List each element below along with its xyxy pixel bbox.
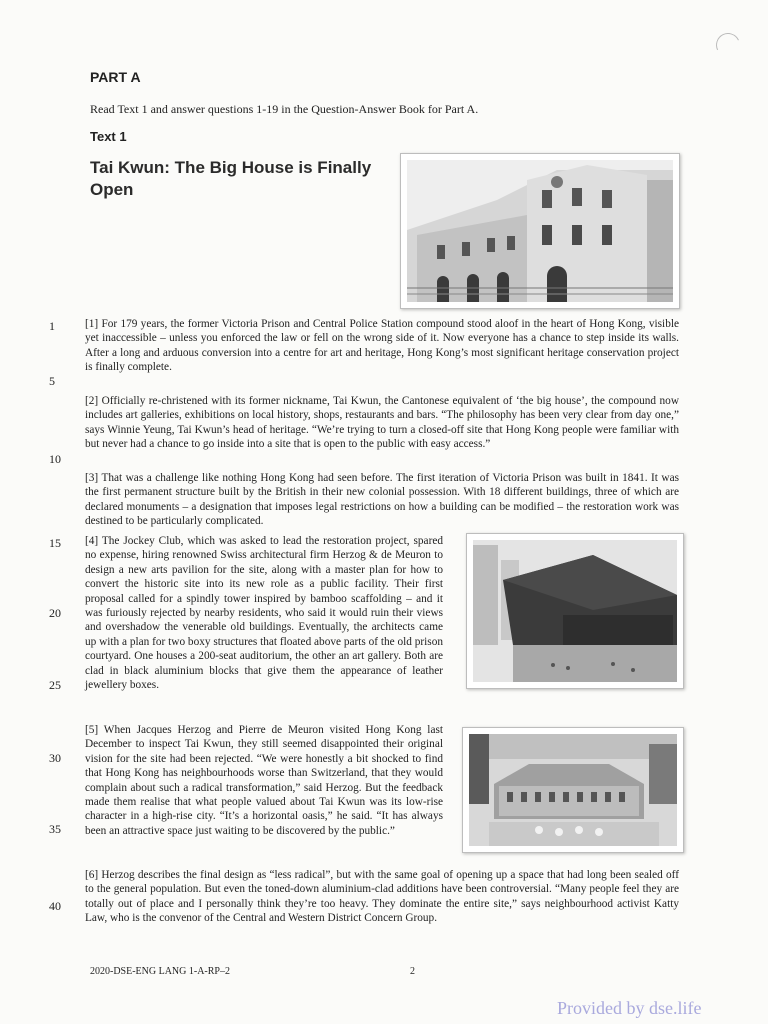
punch-hole-mark <box>713 30 744 61</box>
article-headline: Tai Kwun: The Big House is Finally Open <box>90 158 372 199</box>
instructions: Read Text 1 and answer questions 1-19 in the Question-Answer Book for Part A. <box>90 102 479 116</box>
aerial-compound-image <box>469 734 677 846</box>
page-number: 2 <box>410 966 415 977</box>
line-number: 40 <box>49 899 61 913</box>
paragraph-1: [1] For 179 years, the former Victoria Prison and Central Police Station compound stood aloof in the heart of Hong Kong, visible yet inaccessible – unless you enforced the law or fell on the wrong side of it. Now everyone has a chance to step inside its walls. After a long and arduous conversion into a centre for art and heritage, Hong Kong’s most significant heritage conservation project is finally complete. <box>85 318 679 374</box>
watermark: Provided by dse.life <box>557 998 702 1018</box>
line-number: 10 <box>49 452 61 466</box>
part-title: PART A <box>90 69 141 85</box>
exam-paper-code: 2020-DSE-ENG LANG 1-A-RP–2 <box>90 966 230 977</box>
line-number: 20 <box>49 606 61 620</box>
line-number: 1 <box>49 319 55 333</box>
line-number: 25 <box>49 678 61 692</box>
line-number: 5 <box>49 374 55 388</box>
photo-historic-building <box>400 153 680 309</box>
photo-aerial-compound <box>462 727 684 853</box>
historic-building-image <box>407 160 673 302</box>
paragraph-3: [3] That was a challenge like nothing Hong Kong had seen before. The first iteration of Victoria Prison was built in 1841. It was the first permanent structure built by the British in their new colonial possession. With 18 different buildings, three of which are declared monuments – a designation that imposes legal restrictions on how a building can be modified – the restoration work was destined to be particularly complicated. <box>85 472 679 528</box>
paragraph-6: [6] Herzog describes the final design as “less radical”, but with the same goal of opening up a space that had long been sealed off to the general population. But even the toned-down aluminium-clad additions have been controversial. “Many people feel they are totally out of place and I personally think they’re too heavy. They dominate the entire site,” says neighbourhood activist Katty Law, who is the convenor of the Central and Western District Concern Group. <box>85 869 679 925</box>
text-label: Text 1 <box>90 129 127 144</box>
modern-pavilion-image <box>473 540 677 682</box>
line-number: 30 <box>49 751 61 765</box>
line-number: 35 <box>49 822 61 836</box>
paragraph-2: [2] Officially re-christened with its former nickname, Tai Kwun, the Cantonese equivalent of ‘the big house’, the compound now includes art galleries, exhibitions on local history, shops, restaurants and bars. “The philosophy has been very clear from day one,” says Winnie Yeung, Tai Kwun’s head of heritage. “We’re trying to turn a closed-off site that Hong Kong people were familiar with but never had a chance to go inside into a site that is open to the public with easy access.” <box>85 395 679 451</box>
line-number: 15 <box>49 536 61 550</box>
photo-modern-pavilion <box>466 533 684 689</box>
paragraph-5: [5] When Jacques Herzog and Pierre de Meuron visited Hong Kong last December to inspect Tai Kwun, they still seemed disappointed their original vision for the site had been rejected. “We were honestly a bit shocked to find that Hong Kong has neighbourhoods worse than Switzerland, that they would complain about such a radical transformation,” said Herzog. But the feedback made them realise that what people valued about Tai Kwun was its low-rise character in a high-rise city. “It’s a horizontal oasis,” he said. “It has always been an attractive space just waiting to be discovered by the public.” <box>85 724 443 837</box>
paragraph-4: [4] The Jockey Club, which was asked to lead the restoration project, spared no expense, hiring renowned Swiss architectural firm Herzog & de Meuron to design a new arts pavilion for the site, along with a master plan for how to convert the historic site into its new role as a public facility. Their first proposal called for a spindly tower inspired by bamboo scaffolding – and it was furiously rejected by nearby residents, who said it would ruin their views and overshadow the venerable old buildings. Eventually, the architects came up with a plan for two boxy structures that floated above parts of the old prison courtyard. One houses a 200-seat auditorium, the other an art gallery. Both are clad in black aluminium blocks that give them the appearance of leather jewellery boxes. <box>85 535 443 692</box>
